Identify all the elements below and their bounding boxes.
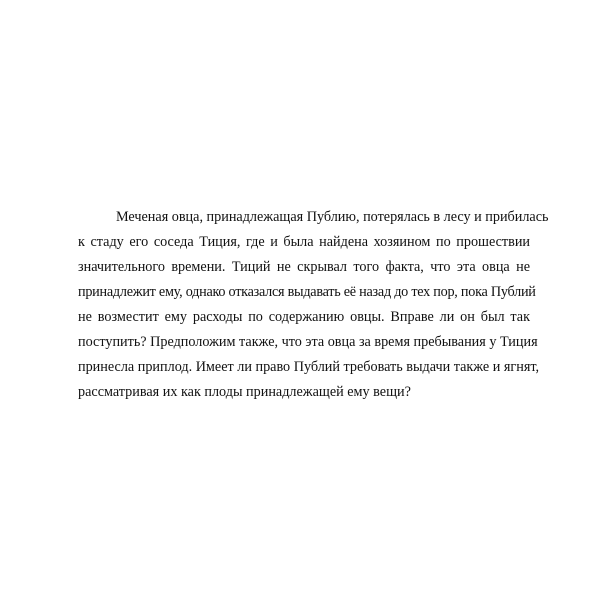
line-text: к стаду его соседа Тиция, где и была найдена хозяином по прошествии <box>78 234 530 250</box>
line-text: принадлежит ему, однако отказался выдавать её назад до тех пор, пока Публий <box>78 284 536 300</box>
paragraph-line <box>78 207 549 232</box>
line-text: принесла приплод. Имеет ли право Публий требовать выдачи также и ягнят, <box>78 359 540 375</box>
document-paragraph <box>78 207 549 407</box>
paragraph-line <box>78 357 540 382</box>
line-text: не возместит ему расходы по содержанию овцы. Вправе ли он был так <box>78 309 530 325</box>
paragraph-line <box>78 257 530 282</box>
paragraph-line <box>78 282 536 307</box>
line-text: рассматривая их как плоды принадлежащей ему вещи? <box>78 384 411 400</box>
paragraph-line <box>78 382 530 407</box>
line-text: Меченая овца, принадлежащая Публию, потерялась в лесу и прибилась <box>116 209 549 225</box>
paragraph-line <box>78 307 530 332</box>
paragraph-line <box>78 332 538 357</box>
line-text: поступить? Предположим также, что эта овца за время пребывания у Тиция <box>78 334 538 350</box>
paragraph-line <box>78 232 530 257</box>
line-text: значительного времени. Тиций не скрывал того факта, что эта овца не <box>78 259 530 275</box>
